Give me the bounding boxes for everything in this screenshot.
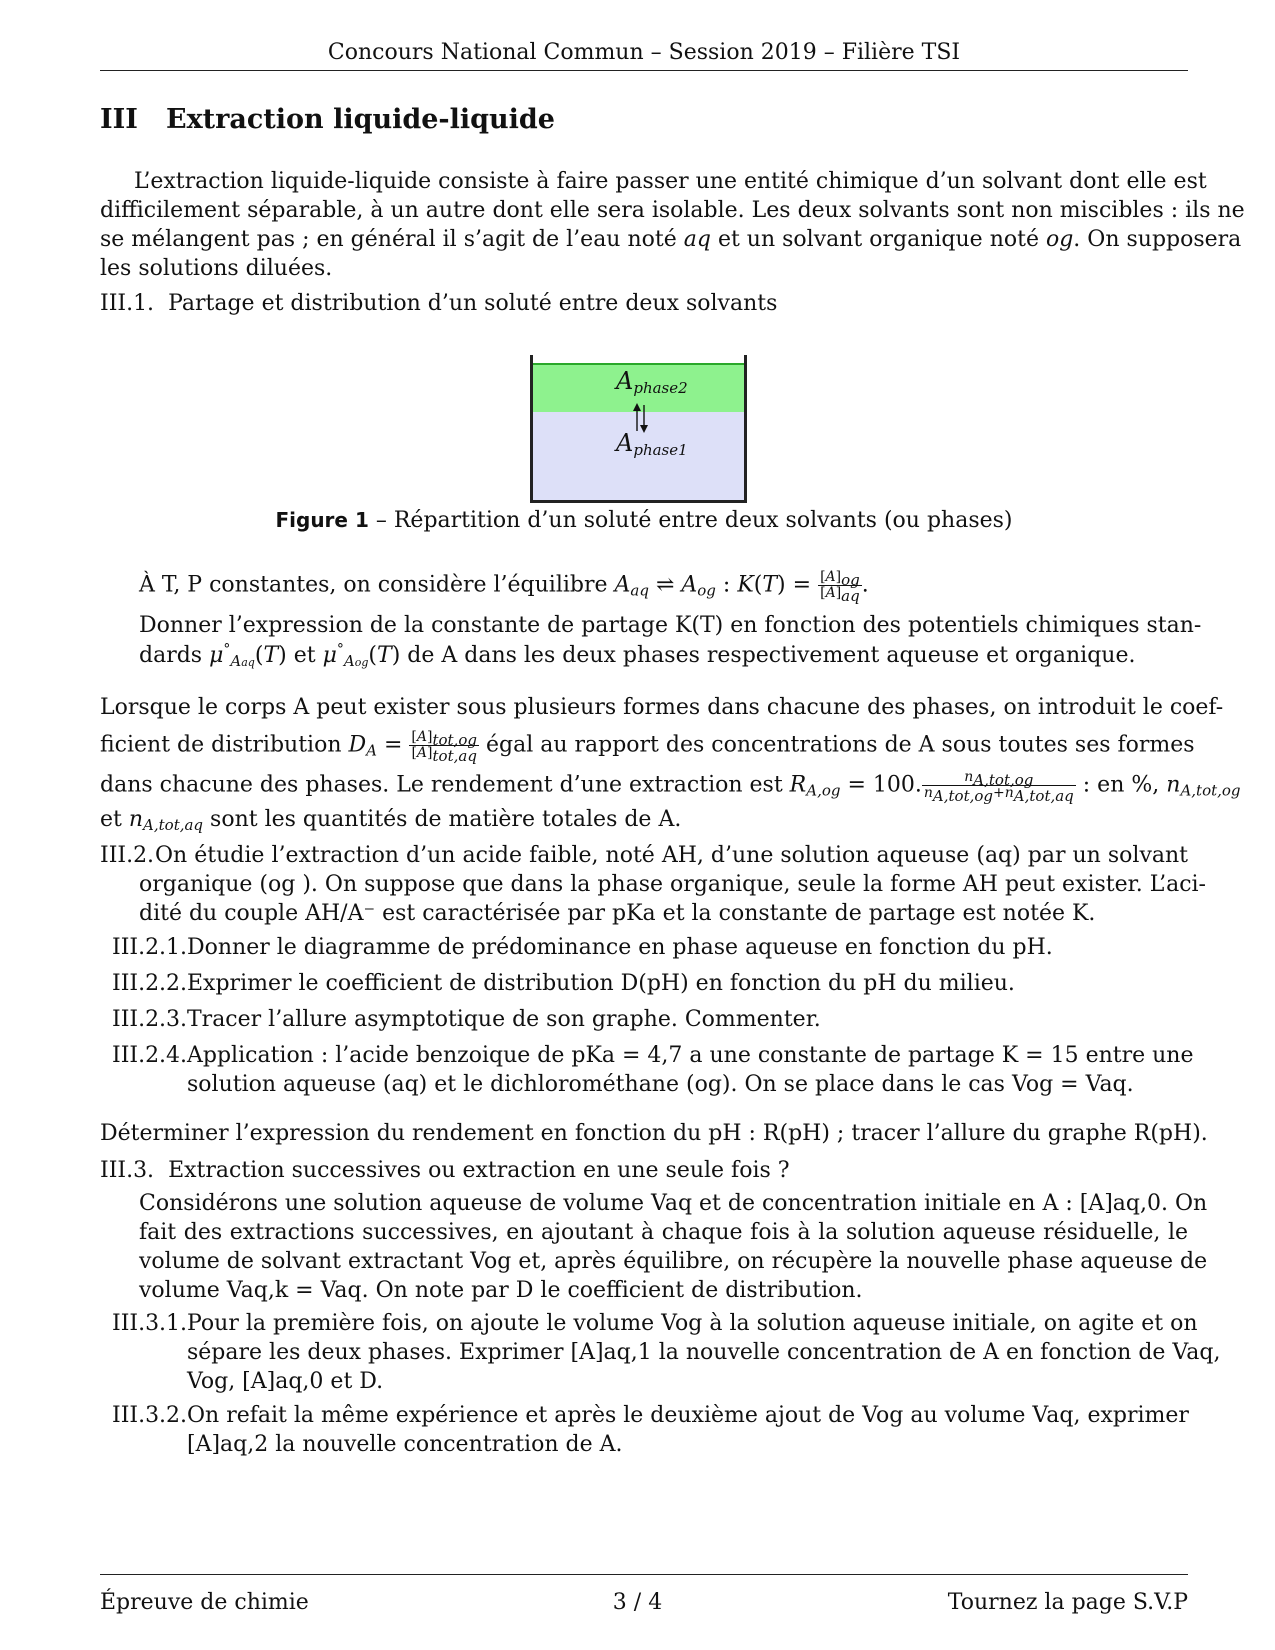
question-iii21-text: Donner le diagramme de prédominance en phase aqueuse en fonction du pH. xyxy=(187,935,1053,960)
section-heading: Extraction liquide-liquide xyxy=(166,104,555,135)
question-iii22-text: Exprimer le coefficient de distribution D(pH) en fonction du pH du milieu. xyxy=(187,971,1015,996)
intro-line-2: difficilement séparable, à un autre dont elle sera isolable. Les deux solvants sont non miscibles : ils ne xyxy=(100,198,1245,223)
beaker-figure xyxy=(530,355,747,503)
question-iii32-line-2: [A]aq,2 la nouvelle concentration de A. xyxy=(187,1432,623,1457)
question-iii23-number: III.2.3. xyxy=(112,1007,188,1032)
question-iii3-line-1: Considérons une solution aqueuse de volume Vaq et de concentration initiale en A : [A]aq,0. On xyxy=(139,1191,1208,1216)
question-title: Partage et distribution d’un soluté entre deux solvants xyxy=(168,291,778,316)
page-number: 3 / 4 xyxy=(612,1590,663,1615)
question-iii31-line-3: Vog, [A]aq,0 et D. xyxy=(187,1369,384,1394)
question-iii3: III.3. Extraction successives ou extraction en une seule fois ? xyxy=(100,1158,790,1183)
question-iii3-line-4: volume Vaq,k = Vaq. On note par D le coefficient de distribution. xyxy=(139,1278,863,1303)
intro-line-3: se mélangent pas ; en général il s’agit de l’eau noté aq et un solvant organique noté og. On supposera xyxy=(100,227,1242,252)
question-iii2-line-1: On étudie l’extraction d’un acide faible, noté AH, d’une solution aqueuse (aq) par un solvant xyxy=(155,843,1188,868)
question-iii3-line-2: fait des extractions successives, en ajoutant à chaque fois à la solution aqueuse résiduelle, le xyxy=(139,1220,1188,1245)
question-iii23-text: Tracer l’allure asymptotique de son graphe. Commenter. xyxy=(187,1007,821,1032)
beaker-bottom xyxy=(530,500,747,503)
question-iii24-line-1: Application : l’acide benzoique de pKa = 4,7 a une constante de partage K = 15 entre une xyxy=(187,1043,1194,1068)
question-iii21-number: III.2.1. xyxy=(112,935,188,960)
question-iii24-line-2: solution aqueuse (aq) et le dichlorométhane (og). On se place dans le cas Vog = Vaq. xyxy=(187,1072,1134,1097)
question-number: III.1. xyxy=(100,291,155,316)
footer-rule xyxy=(100,1574,1188,1575)
question-iii2-line-2: organique (og ). On suppose que dans la phase organique, seule la forme AH peut exister. L’aci- xyxy=(139,872,1206,897)
question-iii3-line-3: volume de solvant extractant Vog et, après équilibre, on récupère la nouvelle phase aqueuse de xyxy=(139,1249,1208,1274)
section-title xyxy=(100,104,555,135)
distribution-line-3: dans chacune des phases. Le rendement d’une extraction est $R_{A,og} = 100$. $\frac{n_{A,tot,og}}{n_{A,tot,og}+n_{A,tot,aq}}$ : en %, $n_{A,tot,og}$ xyxy=(100,769,1241,805)
page-header: Concours National Commun – Session 2019 – Filière TSI xyxy=(327,40,961,65)
question-iii1 xyxy=(100,290,777,318)
question-iii24-number: III.2.4. xyxy=(112,1043,188,1068)
distribution-line-4: et $n_{A,tot,aq}$ sont les quantités de matière totales de A. xyxy=(100,807,682,834)
intro-line-4: les solutions diluées. xyxy=(100,256,333,281)
partition-question-line-2: dards $\mu^\circ_{Aaq}(T)$ et $\mu^\circ_{Aog}(T)$ de A dans les deux phases respectivement aqueuse et organique. xyxy=(139,641,1136,670)
yield-question: Déterminer l’expression du rendement en fonction du pH : R(pH) ; tracer l’allure du graphe R(pH). xyxy=(100,1121,1208,1146)
beaker-wall-left xyxy=(530,355,533,503)
footer-right: Tournez la page S.V.P xyxy=(947,1590,1188,1615)
footer-left: Épreuve de chimie xyxy=(100,1590,309,1615)
question-iii2-number: III.2. xyxy=(100,843,155,868)
beaker-wall-right xyxy=(744,355,747,503)
question-iii31-number: III.3.1. xyxy=(112,1311,188,1336)
figure-caption: Figure 1 – Répartition d’un soluté entre deux solvants (ou phases) xyxy=(275,508,1013,533)
equilibrium-line: À T, P constantes, on considère l’équilibre $A_{aq}$ ⇌ $A_{og}$ : K(T) = $\frac{[A]_{og}}{[A]_{aq}}$ . xyxy=(139,569,869,605)
question-iii32-number: III.3.2. xyxy=(112,1403,188,1428)
distribution-line-1: Lorsque le corps A peut exister sous plusieurs formes dans chacune des phases, on introduit le coef- xyxy=(100,695,1224,720)
partition-question-line-1: Donner l’expression de la constante de partage K(T) en fonction des potentiels chimiques stan- xyxy=(139,613,1202,638)
intro-line-1: L’extraction liquide-liquide consiste à faire passer une entité chimique d’un solvant dont elle est xyxy=(134,169,1207,194)
question-iii32-line-1: On refait la même expérience et après le deuxième ajout de Vog au volume Vaq, exprimer xyxy=(187,1403,1189,1428)
phase1-label: $A_{phase1}$ xyxy=(616,429,688,459)
question-iii31-line-1: Pour la première fois, on ajoute le volume Vog à la solution aqueuse initiale, on agite et on xyxy=(187,1311,1198,1336)
distribution-line-2: ficient de distribution $D_A$ = $\frac{[A]_{tot,og}}{[A]_{tot,aq}}$ égal au rapport des concentrations de A sous toutes ses formes xyxy=(100,729,1195,765)
question-iii31-line-2: sépare les deux phases. Exprimer [A]aq,1 la nouvelle concentration de A en fonction de Vaq, xyxy=(187,1340,1221,1365)
question-iii2-line-3: dité du couple AH/A⁻ est caractérisée par pKa et la constante de partage est notée K. xyxy=(139,901,1096,926)
phase2-label: $A_{phase2}$ xyxy=(616,367,688,397)
section-number: III xyxy=(100,104,138,135)
header-rule xyxy=(100,70,1188,71)
question-iii22-number: III.2.2. xyxy=(112,971,188,996)
